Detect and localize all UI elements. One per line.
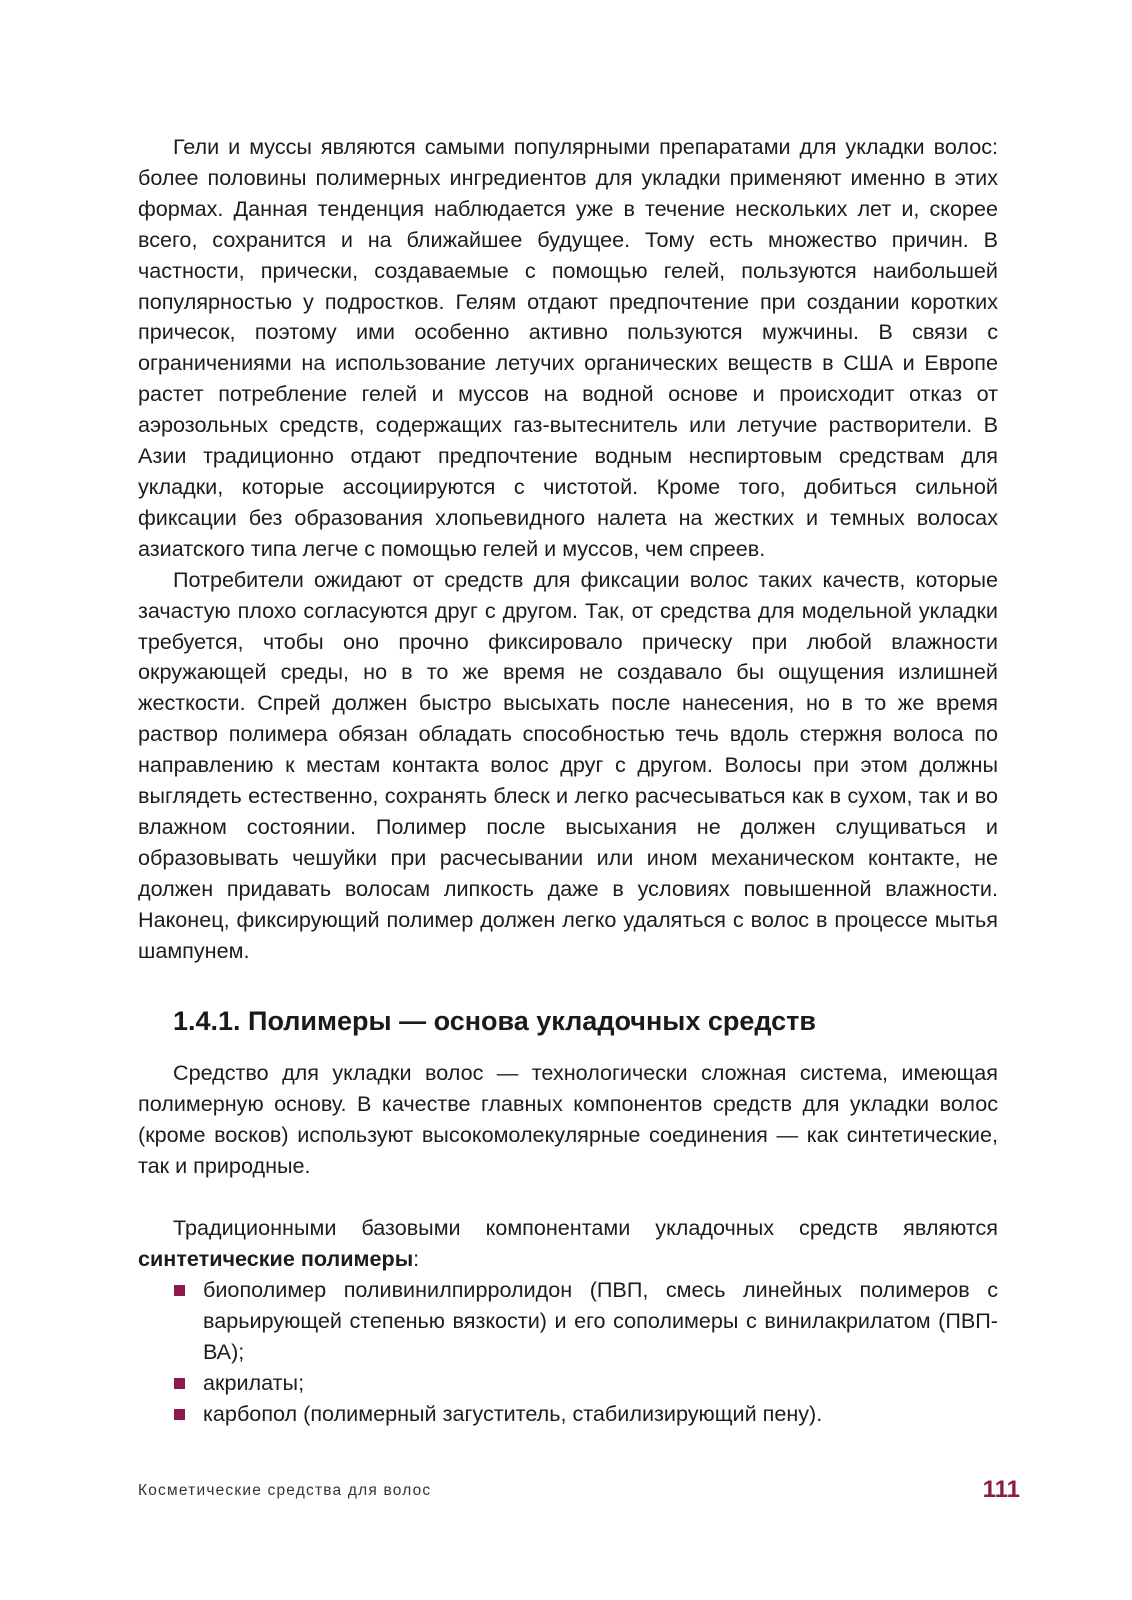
list-item-text: карбопол (полимерный загуститель, стабилизирующий пену). (203, 1400, 823, 1426)
body-paragraph-2: Потребители ожидают от средств для фиксации волос таких качеств, которые зачастую плохо согласуются друг с другом. Так, от средства для модельной укладки требуется, чтобы оно прочно фиксировало прическу при любой влажности окружающей среды, но в то же время не создавало бы ощущения излишней жесткости. Спрей должен быстро высыхать после нанесения, но в то же время раствор полимера обязан обладать способностью течь вдоль стержня волоса по направлению к местам контакта волос друг с другом. Волосы при этом должны выглядеть естественно, сохранять блеск и легко расчесываться как в сухом, так и во влажном состоянии. Полимер после высыхания не должен слущиваться и образовывать чешуйки при расчесывании или ином механическом контакте, не должен придавать волосам липкость даже в условиях повышенной влажности. Наконец, фиксирующий полимер должен легко удаляться с волос в процессе мытья шампунем. (138, 566, 998, 963)
footer-book-title: Косметические средства для волос (138, 1482, 432, 1499)
list-intro-text: Традиционными базовыми компонентами укладочных средств являются (173, 1215, 998, 1241)
list-intro (138, 1213, 998, 1275)
list-item-text: акрилаты; (203, 1369, 305, 1395)
paragraph-spacer (138, 1182, 998, 1213)
list-item-text: биополимер поливинилпирролидон (ПВП, смесь линейных полимеров с варьирующей степенью вязкости) и его сополимеры с винилакрилатом (ПВП-ВА); (203, 1276, 998, 1364)
polymer-list (138, 1275, 998, 1430)
square-bullet-icon (174, 1409, 185, 1420)
section-paragraph-1: Средство для укладки волос — технологически сложная система, имеющая полимерную основу. В качестве главных компонентов средств для укладки волос (кроме восков) используют высокомолекулярные соединения — как синтетические, так и природные. (138, 1060, 998, 1179)
list-intro-bold: синтетические полимеры (138, 1246, 414, 1271)
page-number: 111 (982, 1476, 1020, 1503)
list-intro-tail: : (413, 1246, 420, 1271)
list-item (138, 1368, 998, 1399)
list-item (138, 1275, 998, 1368)
square-bullet-icon (174, 1285, 185, 1296)
square-bullet-icon (174, 1378, 185, 1389)
page-content (138, 132, 998, 1429)
body-paragraph-1: Гели и муссы являются самыми популярными препаратами для укладки волос: более половины полимерных ингредиентов для укладки применяют именно в этих формах. Данная тенденция наблюдается уже в течение нескольких лет и, скорее всего, сохранится и на ближайшее будущее. Тому есть множество причин. В частности, прически, создаваемые с помощью гелей, пользуются наибольшей популярностью у подростков. Гелям отдают предпочтение при создании коротких причесок, поэтому ими особенно активно пользуются мужчины. В связи с ограничениями на использование летучих органических веществ в США и Европе растет потребление гелей и муссов на водной основе и происходит отказ от аэрозольных средств, содержащих газ-вытеснитель или летучие растворители. В Азии традиционно отдают предпочтение водным неспиртовым средствам для укладки, которые ассоциируются с чистотой. Кроме того, добиться сильной фиксации без образования хлопьевидного налета на жестких и темных волосах азиатского типа легче с помощью гелей и муссов, чем спреев. (138, 134, 998, 561)
list-item (138, 1399, 998, 1430)
section-heading: 1.4.1. Полимеры — основа укладочных средств (173, 1006, 816, 1037)
